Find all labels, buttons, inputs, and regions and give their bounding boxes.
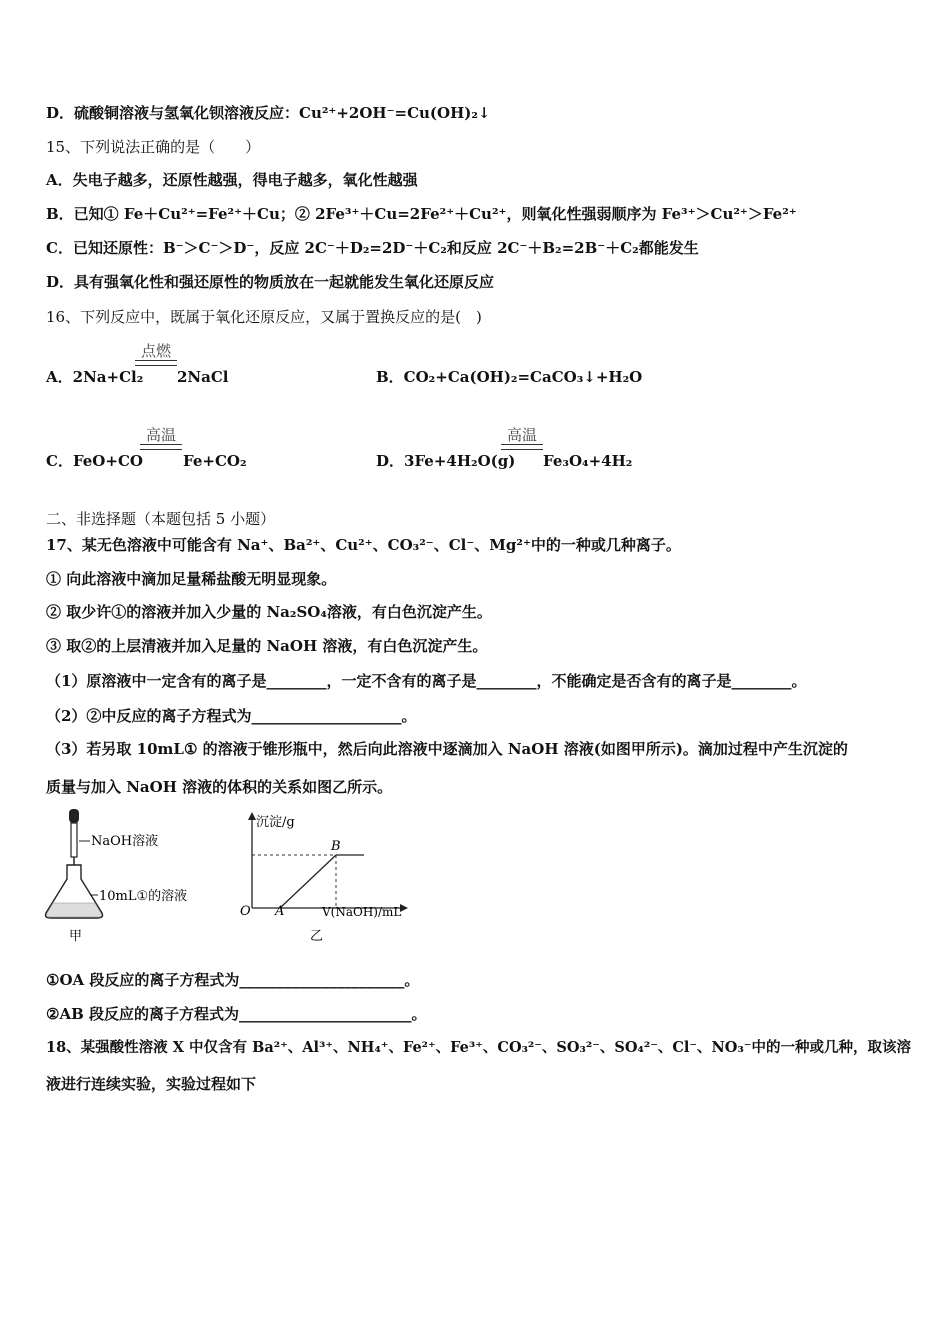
fig-yi-ylabel: 沉淀/g	[256, 815, 295, 830]
q15-stem: 15、下列说法正确的是（ ）	[46, 138, 261, 156]
q16-option-a-condition-label: 点燃	[140, 342, 171, 360]
q17-part-3-line-2: 质量与加入 NaOH 溶液的体积的关系如图乙所示。	[46, 778, 393, 796]
fig-yi-xlabel: V(NaOH)/mL	[322, 905, 402, 919]
equals-sign-icon	[501, 444, 543, 450]
q16-option-b: B．CO₂+Ca(OH)₂=CaCO₃↓+H₂O	[376, 368, 643, 386]
q17-stem: 17、某无色溶液中可能含有 Na⁺、Ba²⁺、Cu²⁺、CO₃²⁻、Cl⁻、Mg²⁺中的一种或几种离子。	[46, 536, 681, 554]
fig-yi-origin: O	[240, 904, 251, 919]
figure-yi	[236, 808, 416, 948]
q17-step-2: ② 取少许①的溶液并加入少量的 Na₂SO₄溶液，有白色沉淀产生。	[46, 603, 492, 621]
dropper-tube-icon	[71, 823, 77, 857]
q16-stem: 16、下列反应中，既属于氧化还原反应，又属于置换反应的是( )	[46, 308, 482, 326]
fig-jia-caption: 甲	[69, 929, 83, 944]
q16-option-d-condition	[501, 426, 543, 450]
q17-part-2: （2）②中反应的离子方程式为____________________。	[46, 707, 417, 725]
flask-solution-icon	[46, 903, 101, 917]
q17-oa: ①OA 段反应的离子方程式为______________________。	[46, 971, 420, 989]
q16-option-d-left: D．3Fe+4H₂O(g)	[376, 452, 516, 470]
q15-option-b: B．已知① Fe＋Cu²⁺=Fe²⁺＋Cu；② 2Fe³⁺＋Cu=2Fe²⁺＋Cu²⁺，则氧化性强弱顺序为 Fe³⁺＞Cu²⁺＞Fe²⁺	[46, 205, 797, 223]
q16-option-c-right: Fe+CO₂	[183, 452, 247, 470]
q16-option-c-condition-label: 高温	[145, 426, 176, 444]
q15-option-d: D．具有强氧化性和强还原性的物质放在一起就能发生氧化还原反应	[46, 273, 495, 291]
equals-sign-icon	[140, 444, 182, 450]
q14-option-d-equation: Cu²⁺+2OH⁻=Cu(OH)₂↓	[299, 104, 491, 122]
q17-part-1: （1）原溶液中一定含有的离子是________，一定不含有的离子是________，不能确定是否含有的离子是________。	[46, 672, 807, 690]
q16-option-d-condition-label: 高温	[506, 426, 537, 444]
q16-option-c-left: C．FeO+CO	[46, 452, 143, 470]
q16-option-a-condition	[135, 342, 177, 366]
y-axis-arrow-icon	[248, 812, 256, 820]
q17-step-1: ① 向此溶液中滴加足量稀盐酸无明显现象。	[46, 570, 337, 588]
curve-segment-ab	[280, 855, 336, 908]
fig-yi-point-b: B	[331, 839, 341, 854]
q15-option-c: C．已知还原性：B⁻＞C⁻＞D⁻，反应 2C⁻＋D₂=2D⁻＋C₂和反应 2C⁻＋B₂=2B⁻＋C₂都能发生	[46, 239, 699, 257]
fig-jia-label-solution: 10mL①的溶液	[99, 889, 188, 904]
q18-line-2: 液进行连续实验，实验过程如下	[46, 1075, 257, 1093]
q17-step-3: ③ 取②的上层清液并加入足量的 NaOH 溶液，有白色沉淀产生。	[46, 637, 488, 655]
q16-option-d-right: Fe₃O₄+4H₂	[543, 452, 633, 470]
dropper-bulb-icon	[69, 809, 79, 823]
fig-yi-caption: 乙	[310, 929, 324, 944]
fig-jia-label-naoh: NaOH溶液	[91, 834, 159, 849]
equals-sign-icon	[135, 360, 177, 366]
q14-option-d-text: D．硫酸铜溶液与氢氧化钡溶液反应：	[46, 104, 300, 122]
section-title: 二、非选择题（本题包括 5 小题）	[46, 510, 276, 528]
q14-option-d	[46, 103, 491, 123]
figure-jia	[40, 805, 210, 945]
q16-option-c-condition	[140, 426, 182, 450]
q17-ab: ②AB 段反应的离子方程式为_______________________。	[46, 1005, 427, 1023]
q16-option-a-right: 2NaCl	[177, 368, 229, 386]
q17-part-3-line-1: （3）若另取 10mL① 的溶液于锥形瓶中，然后向此溶液中逐滴加入 NaOH 溶液(如图甲所示)。滴加过程中产生沉淀的	[46, 740, 848, 758]
fig-yi-point-a: A	[275, 904, 285, 919]
q16-option-a-left: A．2Na+Cl₂	[46, 368, 144, 386]
q18-line-1: 18、某强酸性溶液 X 中仅含有 Ba²⁺、Al³⁺、NH₄⁺、Fe²⁺、Fe³⁺、CO₃²⁻、SO₃²⁻、SO₄²⁻、Cl⁻、NO₃⁻中的一种或几种，取该溶	[46, 1039, 911, 1056]
q15-option-a: A．失电子越多，还原性越强，得电子越多，氧化性越强	[46, 171, 418, 189]
